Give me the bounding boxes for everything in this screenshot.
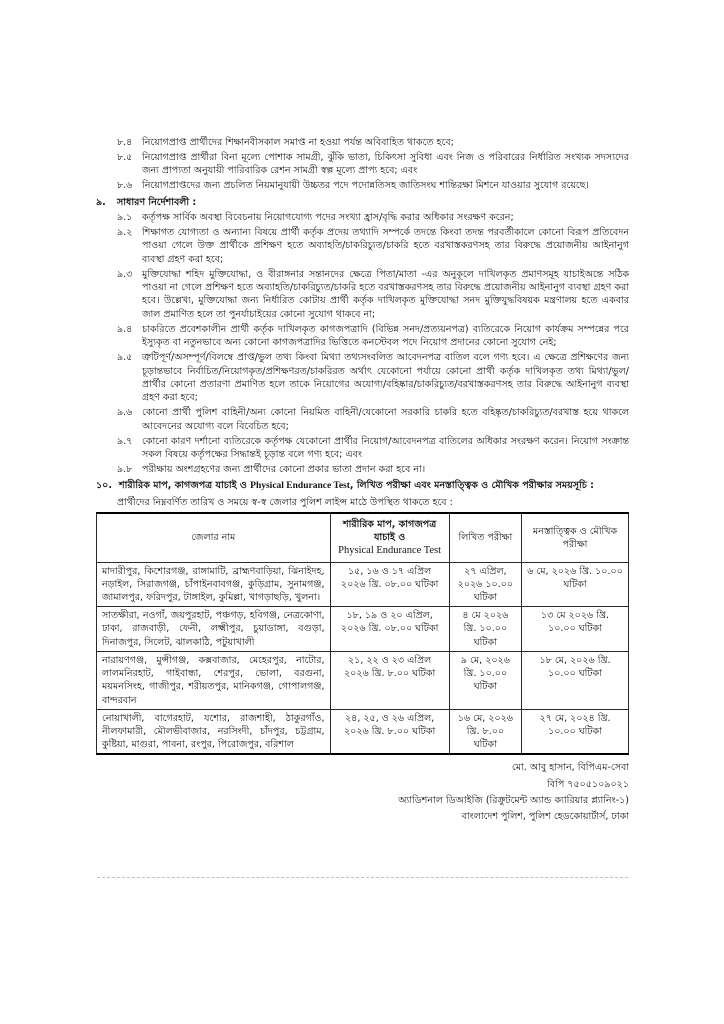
signatory-bp-number: বিপি ৭৫০৫১০৯০২১ — [547, 778, 629, 790]
written-date-cell: ৯ মে, ২০২৬ খ্রি. ১০.০০ ঘটিকা — [449, 651, 521, 709]
clause-text: কোনো প্রার্থী পুলিশ বাহিনী/অন্য কোনো নিয়মিত বাহিনী/যেকোনো সরকারি চাকরি হতে বহিষ্কৃত/চাকরিচ্যুত/বরখাস্ত হয়ে থাকলে আবেদনের অযোগ্য বলে বিবেচিত হবে; — [142, 407, 629, 432]
clause-number: ৯.৫ — [117, 352, 133, 364]
schedule-intro-line: প্রার্থীদের নিম্নবর্ণিত তারিখ ও সময়ে স্ব-স্ব জেলার পুলিশ লাইন্স মাঠে উপস্থিত থাকতে হবে : — [117, 496, 453, 508]
clause-number: ৮.৪ — [117, 137, 133, 148]
clause-9-4 — [96, 323, 629, 350]
clause-text: কর্তৃপক্ষ সার্বিক অবস্থা বিবেচনায় নিয়োগযোগ্য পদের সংখ্যা হ্রাস/বৃদ্ধি করার অধিকার সংরক্ষণ করেন; — [142, 212, 514, 224]
clause-9-5 — [96, 351, 629, 405]
clause-8-5 — [96, 151, 629, 178]
clause-number: ৯.৭ — [117, 435, 133, 447]
clause-number: ৯.৮ — [117, 463, 133, 475]
clause-number: ৯.২ — [117, 226, 133, 238]
districts-cell: মাদারীপুর, কিশোরগঞ্জ, রাঙ্গামাটি, ব্রাহ্মণবাড়িয়া, ঝিনাইদহ, নড়াইল, সিরাজগঞ্জ, চাঁপাইনবাবগঞ্জ, কুড়িগ্রাম, সুনামগঞ্জ, জামালপুর, ফরিদপুর, টাঙ্গাইল, কুমিল্লা, খাগড়াছড়ি, খুলনা। — [97, 562, 331, 607]
physical-date-cell: ১৫, ১৬ ও ১৭ এপ্রিল ২০২৬ খ্রি. ০৮.০০ ঘটিকা — [330, 562, 449, 607]
physical-date-cell: ২৪, ২৫, ও ২৬ এপ্রিল, ২০২৬ খ্রি. ৮.০০ ঘটিকা — [330, 709, 449, 754]
clause-text: মুক্তিযোদ্ধা শহিদ মুক্তিযোদ্ধা, ও বীরাঙ্গনার সন্তানদের ক্ষেত্রে পিতা/মাতা -এর অনুকূলে দাখিলকৃত প্রমাণসমূহ যাচাইঅন্তে সঠিক পাওয়া না গেলে প্রশিক্ষণ হতে অব্যাহতি/চাকরিচ্যুত/চাকরি হতে বরখাস্তকরণসহ তার বিরুদ্ধে প্রয়োজনীয় আইনানুগ ব্যবস্থা গ্রহণ করা হবে। উল্লেখ্য, মুক্তিযোদ্ধা জন্য নির্ধারিত কোটায় প্রার্থী কর্তৃক দাখিলকৃত মুক্তিযোদ্ধা সনদ মুক্তিযুদ্ধবিষয়ক মন্ত্রণালয় হতে একবার জাল প্রমাণিত হলে তা পুনর্যাচাইয়ের কোনো সুযোগ থাকবে না; — [142, 268, 629, 320]
header-physical-test — [330, 513, 449, 562]
clause-text: নিয়োগপ্রাপ্ত প্রার্থীরা বিনা মূল্যে পোশাক সামগ্রী, ঝুঁকি ভাতা, চিকিৎসা সুবিধা এবং নিজ ও পরিবারের নির্ধারিত সংখ্যক সদস্যদের জন্য প্রাপ্যতা অনুযায়ী পারিবারিক রেশন সামগ্রী স্বল্প মূল্যে প্রাপ্য হবে; এবং — [142, 151, 629, 177]
physical-date-cell: ২১, ২২ ও ২৩ এপ্রিল ২০২৬ খ্রি. ৮.০০ ঘটিকা — [330, 651, 449, 709]
section-title — [119, 479, 629, 493]
viva-date-cell: ২৭ মে, ২০২৪ খ্রি. ১০.০০ ঘটিকা — [522, 709, 629, 754]
signatory-organization: বাংলাদেশ পুলিশ, পুলিশ হেডকোয়ার্টার্স, ঢাকা — [461, 810, 629, 822]
header-written-exam: লিখিত পরীক্ষা — [449, 513, 521, 562]
written-date-cell: ৪ মে ২০২৬ খ্রি. ১০.০০ ঘটিকা — [449, 607, 521, 652]
clause-8-6 — [96, 179, 629, 192]
viva-date-cell: ৬ মে, ২০২৬ খ্রি. ১০.০০ ঘটিকা — [522, 562, 629, 607]
clause-9-8 — [96, 463, 629, 476]
clause-text: কোনো কারণ দর্শানো ব্যতিরেকে কর্তৃপক্ষ যেকোনো প্রার্থীর নিয়োগ/আবেদনপত্র বাতিলের অধিকার সংরক্ষণ করেন। নিয়োগ সংক্রান্ত সকল বিষয়ে কর্তৃপক্ষের সিদ্ধান্তই চূড়ান্ত বলে গণ্য হবে; এবং — [142, 435, 629, 460]
section-title-en: Physical Endurance Test — [250, 481, 350, 492]
signatory-name: মো. আবু হাসান, বিপিএম-সেবা — [511, 762, 629, 774]
written-date-cell: ১৬ মে, ২০২৬ খ্রি. ৮.০০ ঘটিকা — [449, 709, 521, 754]
clause-text: নিয়োগপ্রাপ্ত প্রার্থীদের শিক্ষানবীসকাল সমাপ্ত না হওয়া পর্যন্ত অবিবাহিত থাকতে হবে; — [142, 137, 454, 148]
clause-text: নিয়োগপ্রাপ্তদের জন্য প্রচলিত নিয়মানুযায়ী উচ্চতর পদে পদোন্নতিসহ জাতিসংঘ শান্তিরক্ষা মিশনে যাওয়ার সুযোগ রয়েছে। — [142, 180, 589, 192]
clause-number: ৯.১ — [117, 212, 133, 224]
written-date-cell: ২৭ এপ্রিল, ২০২৬ ১০.০০ ঘটিকা — [449, 562, 521, 607]
header-physical-test-en: Physical Endurance Test — [338, 545, 442, 557]
clause-number: ৯.৪ — [117, 323, 133, 335]
clause-9-2 — [96, 226, 629, 266]
physical-date-cell: ১৮, ১৯ ও ২০ এপ্রিল, ২০২৬ খ্রি. ০৮.০০ ঘটিকা — [330, 607, 449, 652]
clause-9-1 — [96, 211, 629, 224]
section-title-bn1: শারীরিক মাপ, কাগজপত্র যাচাই ও — [119, 480, 251, 492]
table-row — [97, 607, 629, 652]
viva-date-cell: ১৮ মে, ২০২৬ খ্রি. ১০.০০ ঘটিকা — [522, 651, 629, 709]
districts-cell: নোয়াখালী, বাগেরহাট, যশোর, রাজশাহী, ঠাকুরগাঁও, নীলফামারী, মৌলভীবাজার, নরসিংদী, চাঁদপুর, চট্টগ্রাম, কুষ্টিয়া, মাগুরা, পাবনা, রংপুর, পিরোজপুর, বরিশাল — [97, 709, 331, 754]
clause-9-7 — [96, 435, 629, 462]
clause-number: ৮.৫ — [117, 151, 133, 163]
table-row — [97, 651, 629, 709]
clause-number: ৮.৬ — [117, 180, 133, 192]
clause-8-4 — [96, 136, 629, 149]
clause-text: শিক্ষাগত যোগ্যতা ও অন্যান্য বিষয়ে প্রার্থী কর্তৃক প্রদেয় তথ্যাদি সম্পর্কে তদন্তে কিংবা তদন্ত পরবর্তীকালে কোনো বিরূপ প্রতিবেদন পাওয়া গেলে উক্ত প্রার্থীকে প্রশিক্ষণ হতে অব্যাহতি/চাকরিচ্যুত/চাকরি হতে বরখাস্তকরণসহ তার বিরুদ্ধে প্রয়োজনীয় আইনানুগ ব্যবস্থা গ্রহণ করা হবে; — [142, 226, 629, 265]
table-row — [97, 562, 629, 607]
clause-text: ত্রুটিপূর্ণ/অসম্পূর্ণ/বিলম্বে প্রাপ্ত/ভুল তথ্য কিংবা মিথ্যা তথ্যসংবলিত আবেদনপত্র বাতিল বলে গণ্য হবে। এ ক্ষেত্রে প্রশিক্ষণের জন্য চূড়ান্তভাবে নির্বাচিত/নিয়োগকৃত/প্রশিক্ষণরত/চাকরিরত অর্থাৎ যেকোনো পর্যায়ে কোনো প্রার্থী কর্তৃক দাখিলকৃত তথ্য মিথ্যা/ভুল/প্রার্থীর কোনো প্রতারণা প্রমাণিত হলে তাকে নিয়োগের অযোগ্য/বহিষ্কার/চাকরিচ্যুত/বরখাস্তকরণসহ তার বিরুদ্ধে আইনানুগ ব্যবস্থা গ্রহণ করা হবে; — [142, 352, 629, 404]
districts-cell: সাতক্ষীরা, নওগাঁ, জয়পুরহাট, পঞ্চগড়, হবিগঞ্জ, নেত্রকোণা, ঢাকা, রাজবাড়ী, ফেনী, লক্ষ্মীপুর, চুয়াডাঙ্গা, বগুড়া, দিনাজপুর, সিলেট, ঝালকাঠি, পটুয়াখালী — [97, 607, 331, 652]
clause-9-6 — [96, 406, 629, 433]
exam-schedule-table — [96, 512, 629, 755]
signature-block — [96, 760, 629, 825]
header-district-name: জেলার নাম — [97, 513, 331, 562]
table-header-row — [97, 513, 629, 562]
clause-number: ৯.৩ — [117, 268, 133, 280]
viva-date-cell: ১৩ মে ২০২৬ খ্রি. ১০.০০ ঘটিকা — [522, 607, 629, 652]
districts-cell: নারায়ণগঞ্জ, মুন্সীগঞ্জ, কক্সবাজার, মেহেরপুর, নাটোর, লালমনিরহাট, গাইবান্ধা, শেরপুর, ভোলা, বরগুনা, ময়মনসিংহ, গাজীপুর, শরীয়তপুর, মানিকগঞ্জ, গোপালগঞ্জ, বান্দরবান — [97, 651, 331, 709]
section-9-heading — [96, 196, 629, 209]
clause-text: পরীক্ষায় অংশগ্রহণের জন্য প্রার্থীদের কোনো প্রকার ভাতা প্রদান করা হবে না। — [142, 463, 426, 475]
section-title-bn2: , লিখিত পরীক্ষা এবং মনস্তাত্ত্বিক ও মৌখিক পরীক্ষার সময়সূচি : — [349, 480, 594, 492]
table-row — [97, 709, 629, 754]
dashed-cut-line — [97, 877, 628, 878]
header-viva-exam: মনস্তাত্ত্বিক ও মৌখিক পরীক্ষা — [522, 513, 629, 562]
section-title: সাধারণ নির্দেশাবলী : — [117, 196, 197, 208]
clause-9-3 — [96, 268, 629, 322]
section-10-heading — [96, 479, 629, 493]
clause-text: চাকরিতে প্রবেশকালীন প্রার্থী কর্তৃক দাখিলকৃত কাগজপত্রাদি (বিভিন্ন সনদ/প্রত্যয়নপত্র) ব্যতিরেকে নিয়োগ কার্যক্রম সম্পন্নের পরে ইস্যুকৃত বা নতুনভাবে অন্য কোনো কাগজপত্রাদির ভিত্তিতে কনস্টেবল পদে নিয়োগ প্রদানের কোনো সুযোগ নেই; — [142, 323, 629, 349]
clause-number: ৯.৬ — [117, 407, 133, 419]
section-number: ১০. — [96, 480, 112, 492]
section-number: ৯. — [96, 196, 106, 208]
signatory-designation: অ্যাডিশনাল ডিআইজি (রিক্রুটমেন্ট অ্যান্ড ক্যারিয়ার প্ল্যানিং-১) — [398, 794, 629, 806]
header-physical-test-bn: শারীরিক মাপ, কাগজপত্র যাচাই ও — [343, 519, 437, 544]
